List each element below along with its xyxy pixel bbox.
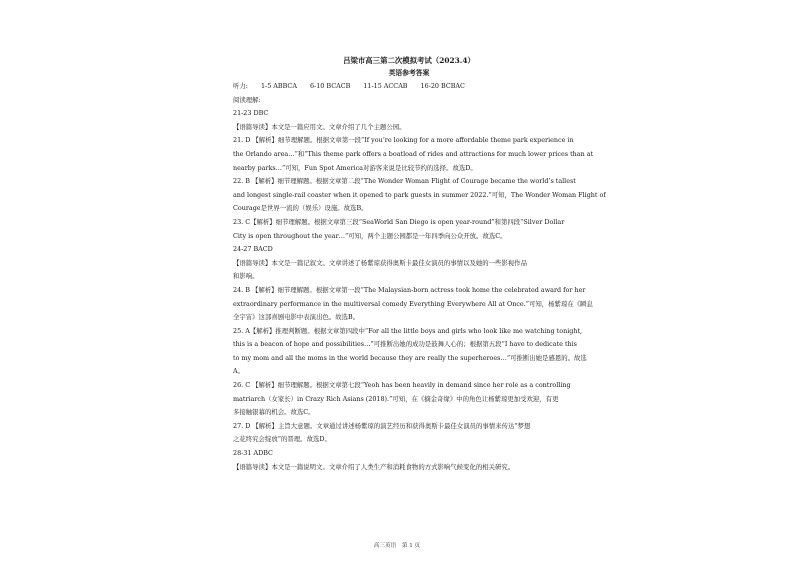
listening-label: 听力: (233, 82, 248, 90)
explanation-line: the Orlando area…”和“This theme park offers a boatload of rides and attractions for much lower prices than at (233, 149, 594, 158)
listening-group: 11-15 ACCAB (363, 82, 408, 90)
page-footer: 高三英语 第 1 页 (373, 543, 421, 549)
explanation-line: 之花终究会绽放”的晋理。故选D。 (233, 435, 331, 444)
explanation-paragraph (233, 420, 563, 447)
section-answers: 24-27 BACD (233, 245, 273, 254)
explanation-line: 多接触银幕的机会。故选C。 (233, 408, 315, 417)
explanation-line: 25. A【解析】推理判断题。根据文章第四段中“For all the little boys and girls who look like me watching tonight, (233, 326, 583, 335)
explanation-line: to my mom and all the moms in the world because they are really the superheroes…”可推断出她是感恩的。故选 (233, 353, 587, 362)
explanation-paragraph (233, 379, 571, 420)
explanation-line: 22. B 【解析】细节理解题。根据文章第二段“The Wonder Woman Flight of Courage became the world’s tallest (233, 177, 576, 186)
explanation-line: City is open throughout the year…”可知，两个主题公园都是一年四季向公众开放。故选C。 (233, 231, 507, 240)
explanation-line: 26. C 【解析】细节理解题。根据文章第七段“Yeoh has been heavily in demand since her role as a controlling (233, 381, 571, 390)
explanation-paragraph (233, 175, 606, 216)
explanation-line: Courage是世界一流的（娱乐）设施。故选B。 (233, 204, 368, 213)
explanation-line: and longest single-rail coaster when it opened to park guests in summer 2022.”可知，The Wonder Woman Flight of (233, 190, 606, 199)
document-title: 吕梁市高三第二次模拟考试（2023.4） (343, 56, 475, 65)
explanation-line: this is a beacon of hope and possibilities…”可推断出她的成功是鼓舞人心的；根据第五段“I have to dedicate this (233, 340, 577, 349)
section-answers: 28-31 ADBC (233, 449, 273, 458)
explanation-line: 24. B 【解析】细节理解题。根据文章第一段“The Malaysian-born actress took home the celebrated award for her (233, 285, 586, 294)
explanation-line: 23. C【解析】细节理解题。根据文章第三段“SeaWorld San Diego is open year-round”和第四段“Silver Dollar (233, 217, 565, 226)
explanation-line: extraordinary performance in the multiversal comedy Everything Everywhere All at Once.”可知，杨紫琼在《瞬息 (233, 299, 593, 308)
answer-key-content (233, 54, 606, 474)
explanation-paragraph (233, 461, 563, 475)
explanation-line: 和影响。 (233, 272, 259, 281)
section-answers: 21-23 DBC (233, 109, 269, 118)
explanation-line: matriarch（女家长）in Crazy Rich Asians (2018).”可知，在《摘金奇缘》中的角色让杨紫琼更加受欢迎，有更 (233, 394, 559, 403)
explanation-line: 全宇宙》这部喜剧电影中表演出色。故选B。 (233, 313, 360, 322)
listening-answers (233, 80, 563, 94)
explanation-line: 【语篇导读】本文是一篇说明文。文章介绍了人类生产和消耗食物的方式影响气候变化的相关研究。 (233, 462, 515, 471)
explanation-line: 【语篇导读】本文是一篇应用文。文章介绍了几个主题公园。 (233, 122, 406, 131)
explanation-paragraph (233, 134, 594, 175)
listening-group: 6-10 BCACB (310, 82, 351, 90)
listening-group: 16-20 BCBAC (420, 82, 465, 90)
document-subtitle: 英语参考答案 (388, 69, 430, 77)
reading-label: 阅读理解: (233, 95, 261, 104)
explanation-line: 27. D 【解析】主旨大意题。文章通过讲述杨紫琼的演艺经历和获得奥斯卡最佳女演员的事情来传达“梦想 (233, 421, 531, 430)
explanation-paragraph (233, 284, 593, 325)
explanation-line: 【语篇导读】本文是一篇记叙文。文章讲述了杨紫琼获得奥斯卡最佳女演员的事情以及她的一些影视作品 (233, 258, 527, 267)
explanation-line: A。 (233, 367, 245, 376)
listening-group: 1-5 ABBCA (260, 82, 297, 90)
explanation-paragraph (233, 325, 587, 379)
explanation-paragraph (233, 257, 563, 284)
explanation-paragraph (233, 216, 563, 243)
explanation-paragraph (233, 121, 563, 135)
answer-blocks (233, 107, 606, 474)
explanation-line: nearby parks…”可知，Fun Spot America对游客来说是比较节约的选择。故选D。 (233, 163, 477, 172)
explanation-line: 21. D 【解析】细节理解题。根据文章第一段“If you’re looking for a more affordable theme park experience in (233, 136, 574, 145)
